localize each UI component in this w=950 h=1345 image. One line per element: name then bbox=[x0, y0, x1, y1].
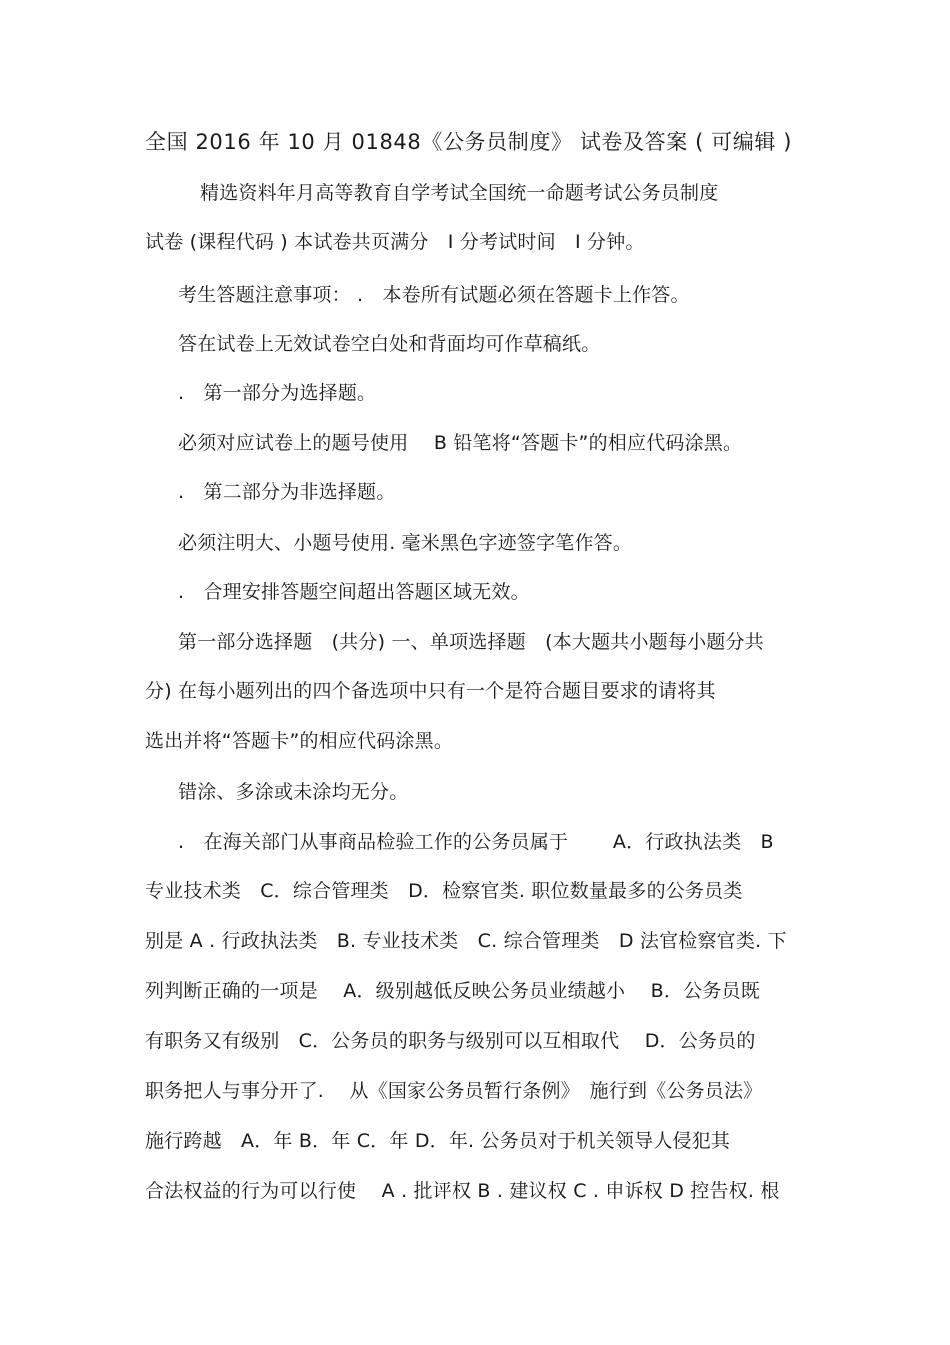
paragraph-line: 职务把人与事分开了. 从《国家公务员暂行条例》 施行到《公务员法》 bbox=[145, 1080, 763, 1102]
paragraph-line: 试卷 (课程代码 ) 本试卷共页满分 I 分考试时间 I 分钟。 bbox=[145, 231, 645, 253]
paragraph-line: . 第二部分为非选择题。 bbox=[178, 481, 396, 503]
paragraph-line: 必须对应试卷上的题号使用 B 铅笔将“答题卡”的相应代码涂黑。 bbox=[178, 432, 743, 454]
paragraph-line: 列判断正确的一项是 A．级别越低反映公务员业绩越小 B．公务员既 bbox=[145, 980, 760, 1002]
paragraph-line: 施行跨越 A．年 B．年 C．年 D．年. 公务员对于机关领导人侵犯其 bbox=[145, 1130, 731, 1152]
paragraph-line: 错涂、多涂或未涂均无分。 bbox=[178, 781, 409, 803]
paragraph-line: 考生答题注意事项： . 本卷所有试题必须在答题卡上作答。 bbox=[178, 284, 690, 306]
paragraph-line: 精选资料年月高等教育自学考试全国统一命题考试公务员制度 bbox=[200, 182, 719, 204]
paragraph-line: 分) 在每小题列出的四个备选项中只有一个是符合题目要求的请将其 bbox=[145, 680, 716, 702]
paragraph-line: 专业技术类 C．综合管理类 D．检察官类. 职位数量最多的公务员类 bbox=[145, 880, 743, 902]
paragraph-line: . 在海关部门从事商品检验工作的公务员属于 A．行政执法类 B bbox=[178, 831, 774, 853]
document-title: 全国 2016 年 10 月 01848《公务员制度》 试卷及答案 ( 可编辑 ) bbox=[145, 130, 793, 154]
paragraph-line: 选出并将“答题卡”的相应代码涂黑。 bbox=[145, 730, 454, 752]
paragraph-line: . 合理安排答题空间超出答题区域无效。 bbox=[178, 581, 530, 603]
paragraph-line: 必须注明大、小题号使用. 毫米黑色字迹签字笔作答。 bbox=[178, 532, 633, 554]
paragraph-line: 别是 A . 行政执法类 B. 专业技术类 C. 综合管理类 D 法官检察官类. 下 bbox=[145, 930, 787, 952]
paragraph-line: 有职务又有级别 C．公务员的职务与级别可以互相取代 D．公务员的 bbox=[145, 1030, 756, 1052]
paragraph-line: 第一部分选择题 (共分) 一、单项选择题 (本大题共小题每小题分共 bbox=[178, 631, 764, 653]
paragraph-line: 答在试卷上无效试卷空白处和背面均可作草稿纸。 bbox=[178, 333, 601, 355]
paragraph-line: . 第一部分为选择题。 bbox=[178, 382, 377, 404]
paragraph-line: 合法权益的行为可以行使 A . 批评权 B . 建议权 C . 申诉权 D 控告权. 根 bbox=[145, 1180, 780, 1202]
